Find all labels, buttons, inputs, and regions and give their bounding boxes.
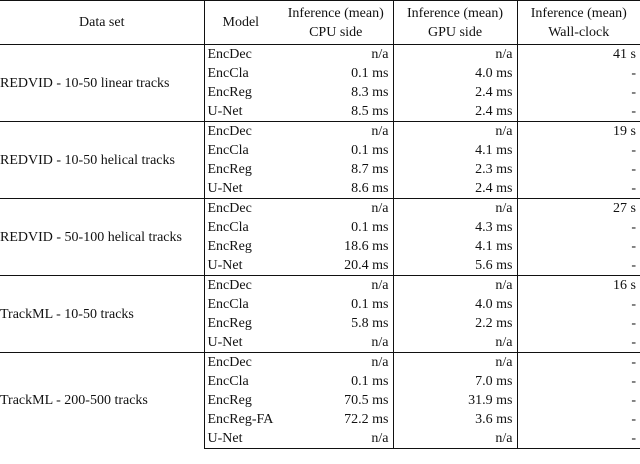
table-body xyxy=(0,45,640,449)
wall-cell: - xyxy=(631,412,636,427)
dataset-cell: REDVID - 50-100 helical tracks xyxy=(0,199,204,276)
model-cell: U-Net xyxy=(207,181,243,196)
wall-cell: 27 s xyxy=(517,199,640,219)
header-row xyxy=(0,1,640,45)
header-gpu xyxy=(393,1,517,45)
wall-cell: - xyxy=(631,258,636,273)
cpu-cell: 0.1 ms xyxy=(279,372,393,391)
model-cell: EncDec xyxy=(204,199,279,219)
wall-cell: - xyxy=(631,393,636,408)
model-cell: EncCla xyxy=(207,143,249,158)
table-header xyxy=(0,1,640,45)
gpu-cell: n/a xyxy=(393,199,517,219)
model-cell: EncCla xyxy=(207,297,249,312)
wall-cell: 41 s xyxy=(517,45,640,65)
wall-cell: 16 s xyxy=(517,276,640,296)
cpu-cell: 72.2 ms xyxy=(279,410,393,429)
wall-cell: - xyxy=(631,66,636,81)
header-dataset: Data set xyxy=(0,1,204,45)
gpu-cell: 4.1 ms xyxy=(393,141,517,160)
model-cell: EncReg xyxy=(207,316,252,331)
cpu-cell: 8.3 ms xyxy=(279,83,393,102)
wall-cell: - xyxy=(631,181,636,196)
model-cell: EncCla xyxy=(207,220,249,235)
cpu-cell: 0.1 ms xyxy=(279,218,393,237)
cpu-cell: n/a xyxy=(279,276,393,296)
cpu-cell: 8.6 ms xyxy=(279,179,393,199)
wall-cell: - xyxy=(631,335,636,350)
wall-cell: - xyxy=(631,162,636,177)
gpu-cell: 4.0 ms xyxy=(393,295,517,314)
cpu-cell: 18.6 ms xyxy=(279,237,393,256)
gpu-cell: 2.4 ms xyxy=(393,83,517,102)
header-wall-line1: Inference (mean) xyxy=(530,5,627,21)
model-cell: EncReg xyxy=(207,162,252,177)
table-row xyxy=(0,199,640,219)
table-row xyxy=(0,353,640,373)
model-cell: U-Net xyxy=(207,104,243,119)
gpu-cell: 4.0 ms xyxy=(393,64,517,83)
gpu-cell: 5.6 ms xyxy=(393,256,517,276)
header-wall-line2: Wall-clock xyxy=(548,24,610,40)
dataset-cell: TrackML - 200-500 tracks xyxy=(0,353,204,449)
model-cell: EncDec xyxy=(204,353,279,373)
header-cpu xyxy=(279,1,393,45)
header-cpu-line2: CPU side xyxy=(309,24,363,40)
gpu-cell: 7.0 ms xyxy=(393,372,517,391)
wall-cell: 19 s xyxy=(517,122,640,142)
cpu-cell: 8.7 ms xyxy=(279,160,393,179)
table-row xyxy=(0,122,640,142)
header-gpu-line2: GPU side xyxy=(427,24,483,40)
gpu-cell: n/a xyxy=(393,276,517,296)
header-model: Model xyxy=(204,1,279,45)
gpu-cell: n/a xyxy=(393,333,517,353)
gpu-cell: 2.4 ms xyxy=(393,179,517,199)
gpu-cell: 2.4 ms xyxy=(393,102,517,122)
header-wall xyxy=(517,1,640,45)
wall-cell: - xyxy=(631,143,636,158)
header-cpu-line1: Inference (mean) xyxy=(287,5,384,21)
model-cell: EncCla xyxy=(207,66,249,81)
cpu-cell: n/a xyxy=(279,199,393,219)
gpu-cell: n/a xyxy=(393,45,517,65)
model-cell: U-Net xyxy=(207,335,243,350)
model-cell: EncReg xyxy=(207,393,252,408)
cpu-cell: n/a xyxy=(279,333,393,353)
model-cell: EncReg-FA xyxy=(207,412,274,427)
wall-cell: - xyxy=(631,85,636,100)
gpu-cell: 3.6 ms xyxy=(393,410,517,429)
model-cell: U-Net xyxy=(207,258,243,273)
model-cell: EncCla xyxy=(207,374,249,389)
cpu-cell: 0.1 ms xyxy=(279,64,393,83)
gpu-cell: n/a xyxy=(393,353,517,373)
gpu-cell: 2.3 ms xyxy=(393,160,517,179)
cpu-cell: n/a xyxy=(279,353,393,373)
wall-cell: - xyxy=(631,316,636,331)
cpu-cell: 20.4 ms xyxy=(279,256,393,276)
wall-cell: - xyxy=(517,429,640,449)
gpu-cell: 2.2 ms xyxy=(393,314,517,333)
cpu-cell: 0.1 ms xyxy=(279,141,393,160)
wall-cell: - xyxy=(631,220,636,235)
gpu-cell: 4.1 ms xyxy=(393,237,517,256)
cpu-cell: 8.5 ms xyxy=(279,102,393,122)
model-cell: EncDec xyxy=(204,45,279,65)
wall-cell: - xyxy=(631,239,636,254)
gpu-cell: n/a xyxy=(393,122,517,142)
header-gpu-line1: Inference (mean) xyxy=(407,5,503,21)
cpu-cell: 5.8 ms xyxy=(279,314,393,333)
cpu-cell: n/a xyxy=(279,45,393,65)
gpu-cell: 31.9 ms xyxy=(393,391,517,410)
cpu-cell: n/a xyxy=(279,429,393,449)
model-cell: EncReg xyxy=(207,239,252,254)
cpu-cell: 70.5 ms xyxy=(279,391,393,410)
wall-cell: - xyxy=(517,353,640,373)
wall-cell: - xyxy=(631,297,636,312)
dataset-cell: REDVID - 10-50 linear tracks xyxy=(0,45,204,122)
cpu-cell: n/a xyxy=(279,122,393,142)
model-cell: EncDec xyxy=(204,122,279,142)
wall-cell: - xyxy=(631,374,636,389)
model-cell: EncReg xyxy=(207,85,252,100)
model-cell: EncDec xyxy=(204,276,279,296)
gpu-cell: n/a xyxy=(393,429,517,449)
dataset-cell: TrackML - 10-50 tracks xyxy=(0,276,204,353)
wall-cell: - xyxy=(631,104,636,119)
model-cell: U-Net xyxy=(204,429,279,449)
table-row xyxy=(0,276,640,296)
cpu-cell: 0.1 ms xyxy=(279,295,393,314)
table-row xyxy=(0,45,640,65)
gpu-cell: 4.3 ms xyxy=(393,218,517,237)
dataset-cell: REDVID - 10-50 helical tracks xyxy=(0,122,204,199)
